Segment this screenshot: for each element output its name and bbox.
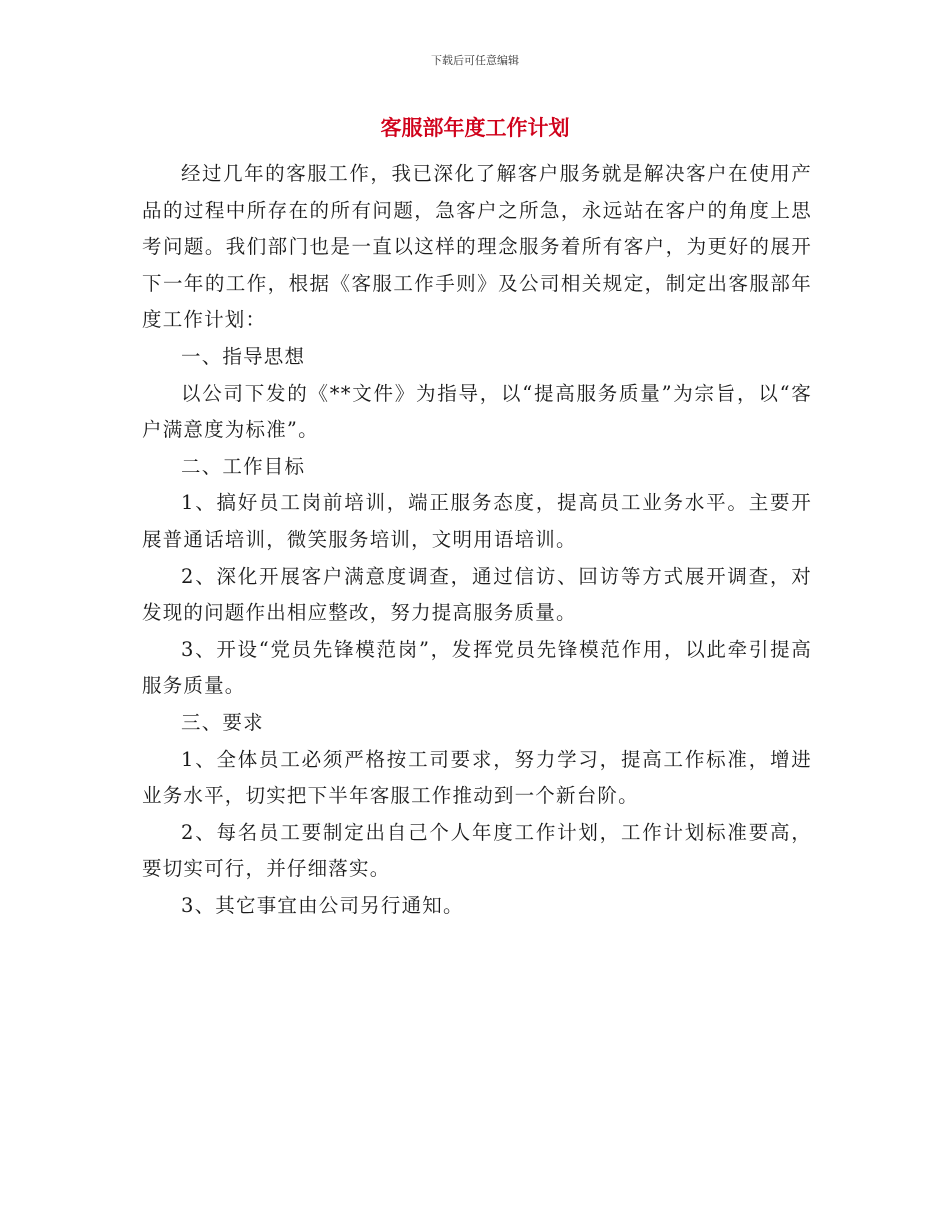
work-goal-item-1: 1、搞好员工岗前培训，端正服务态度，提高员工业务水平。主要开展普通话培训，微笑服务培训，文明用语培训。 — [142, 491, 812, 551]
guiding-ideology-paragraph: 以公司下发的《**文件》为指导，以“提高服务质量”为宗旨，以“客户满意度为标准”。 — [142, 381, 812, 442]
intro-paragraph: 经过几年的客服工作，我已深化了解客户服务就是解决客户在使用产品的过程中所存在的所有问题，急客户之所急，永远站在客户的角度上思考问题。我们部门也是一直以这样的理念服务着所有客户，为更好的展开下一年的工作，根据《客服工作手则》及公司相关规定，制定出客服部年度工作计划： — [142, 162, 812, 332]
requirement-item-2: 2、每名员工要制定出自己个人年度工作计划，工作计划标准要高，要切实可行，并仔细落实。 — [142, 820, 812, 881]
section-heading-guiding-ideology: 一、指导思想 — [181, 344, 306, 368]
header-note: 下载后可任意编辑 — [431, 54, 519, 67]
requirement-item-1: 1、全体员工必须严格按工司要求，努力学习，提高工作标准，增进业务水平，切实把下半年客服工作推动到一个新台阶。 — [142, 747, 812, 808]
work-goal-item-2: 2、深化开展客户满意度调查，通过信访、回访等方式展开调查，对发现的问题作出相应整改，努力提高服务质量。 — [142, 564, 812, 625]
document-title: 客服部年度工作计划 — [380, 115, 570, 140]
section-heading-work-goals: 二、工作目标 — [181, 454, 306, 478]
work-goal-item-3: 3、开设“党员先锋模范岗”，发挥党员先锋模范作用，以此牵引提高服务质量。 — [142, 637, 812, 698]
section-heading-requirements: 三、要求 — [181, 710, 264, 734]
requirement-item-3: 3、其它事宜由公司另行通知。 — [181, 893, 464, 917]
document-body — [142, 156, 812, 924]
